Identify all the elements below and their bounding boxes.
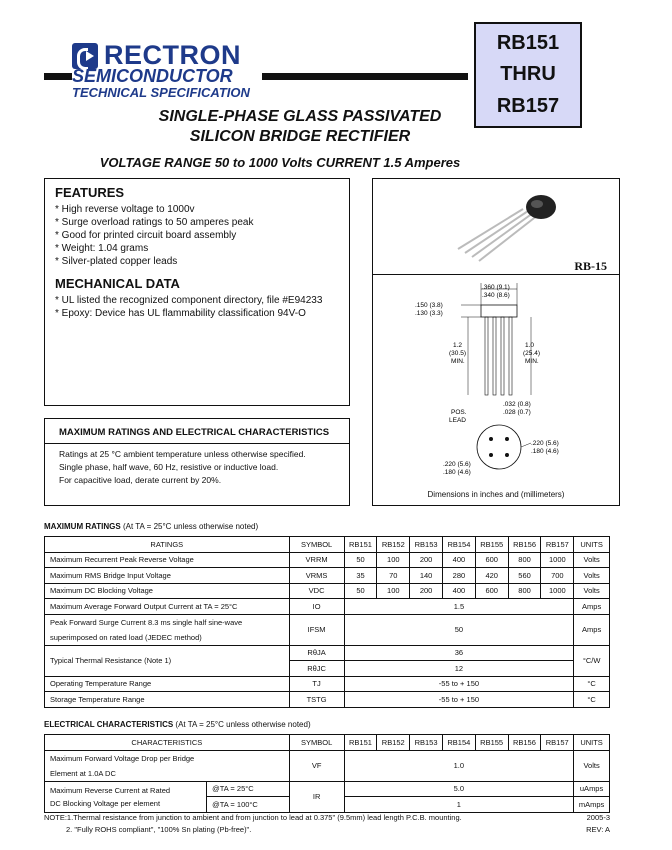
- row-label-line: superimposed on rated load (JEDEC method): [50, 632, 202, 642]
- row-value: 600: [475, 552, 508, 568]
- row-unit: Amps: [574, 614, 610, 645]
- row-value: 200: [410, 583, 443, 599]
- divider: [45, 443, 349, 444]
- row-symbol: TSTG: [289, 692, 344, 708]
- row-unit: °C/W: [574, 645, 610, 676]
- header-cell: RB152: [377, 537, 410, 553]
- elec-caption-rest: (At TA = 25°C unless otherwise noted): [173, 720, 311, 729]
- dim-top-width-2: .340 (8.6): [482, 292, 510, 299]
- row-value: 5.0: [344, 781, 574, 797]
- dim-lead-left-1: 1.2: [453, 342, 463, 349]
- part-thru: THRU: [500, 63, 556, 86]
- dim-body-h2: .130 (3.3): [415, 310, 443, 317]
- row-value: 420: [475, 568, 508, 584]
- row-value: 400: [443, 583, 476, 599]
- row-value: 35: [344, 568, 377, 584]
- table-row: [45, 750, 610, 781]
- max-ratings-caption: [44, 522, 258, 531]
- feature-item: * Weight: 1.04 grams: [55, 242, 339, 255]
- rectron-logo-icon: [72, 43, 98, 69]
- header-cell: RB153: [410, 537, 443, 553]
- row-value: 12: [344, 661, 574, 677]
- note-2: 2. "Fully ROHS compliant", "100% Sn plating (Pb-free)".: [66, 825, 252, 834]
- row-value: 400: [443, 552, 476, 568]
- table-row: [45, 614, 610, 645]
- dimension-note: Dimensions in inches and (millimeters): [427, 490, 565, 499]
- dim-lead-left-2: (30.5): [449, 350, 466, 357]
- row-label: Maximum Average Forward Output Current at TA = 25°C: [45, 599, 290, 615]
- voltage-range: VOLTAGE RANGE 50 to 1000 Volts CURRENT 1.5 Amperes: [99, 155, 461, 170]
- brand-semiconductor: SEMICONDUCTOR: [72, 66, 233, 86]
- max-ratings-table: [44, 536, 610, 708]
- header-cell: RB154: [443, 537, 476, 553]
- dim-pitch-1: .032 (0.8): [503, 401, 531, 408]
- table-row: [45, 781, 610, 797]
- row-label: [45, 750, 290, 781]
- ratings-info-line: For capacitive load, derate current by 20%.: [59, 475, 222, 485]
- row-value: 1.5: [344, 599, 574, 615]
- title-line-1: SINGLE-PHASE GLASS PASSIVATED: [158, 108, 442, 125]
- row-symbol: RθJA: [289, 645, 344, 661]
- row-symbol: VF: [289, 750, 344, 781]
- table-row: [45, 676, 610, 692]
- header-cell: RB157: [541, 735, 574, 751]
- row-symbol: VRMS: [289, 568, 344, 584]
- dim-dia-2b: .180 (4.6): [443, 469, 471, 476]
- package-name: RB-15: [574, 259, 607, 273]
- row-symbol: RθJC: [289, 661, 344, 677]
- row-unit: Amps: [574, 599, 610, 615]
- pos-lead-2: LEAD: [449, 417, 466, 424]
- row-label-line: Maximum Reverse Current at Rated: [50, 785, 171, 795]
- row-label: Typical Thermal Resistance (Note 1): [45, 645, 290, 676]
- feature-item: * Silver-plated copper leads: [55, 255, 339, 268]
- header-cell: UNITS: [574, 735, 610, 751]
- row-value: 600: [475, 583, 508, 599]
- ratings-info-box: [44, 418, 350, 506]
- features-list: [55, 203, 339, 268]
- row-unit: Volts: [574, 583, 610, 599]
- header-cell: RB157: [541, 537, 574, 553]
- table-row: [45, 583, 610, 599]
- dim-dia-1a: .220 (5.6): [531, 440, 559, 447]
- table-row: [45, 552, 610, 568]
- doc-date: 2005-3: [586, 813, 610, 822]
- table-header-row: [45, 537, 610, 553]
- row-value: 50: [344, 552, 377, 568]
- row-value: 50: [344, 583, 377, 599]
- header-cell: RB153: [410, 735, 443, 751]
- table-header-row: [45, 735, 610, 751]
- header-cell: RB156: [508, 537, 541, 553]
- elec-caption-bold: ELECTRICAL CHARACTERISTICS: [44, 720, 174, 729]
- dim-body-h1: .150 (3.8): [415, 302, 443, 309]
- dim-lead-right-3: MIN.: [525, 358, 539, 365]
- row-value: 36: [344, 645, 574, 661]
- dim-dia-2a: .220 (5.6): [443, 461, 471, 468]
- header-cell: RB152: [377, 735, 410, 751]
- dim-lead-right-2: (25.4): [523, 350, 540, 357]
- feature-item: * High reverse voltage to 1000v: [55, 203, 339, 216]
- row-value: 800: [508, 552, 541, 568]
- row-value: 70: [377, 568, 410, 584]
- row-label: [45, 781, 207, 812]
- feature-item: * Good for printed circuit board assembly: [55, 229, 339, 242]
- table-row: [45, 568, 610, 584]
- features-box: [44, 178, 350, 406]
- elec-caption: [44, 720, 311, 729]
- header-cell: UNITS: [574, 537, 610, 553]
- row-condition: @TA = 100°C: [207, 797, 290, 813]
- table-row: [45, 692, 610, 708]
- header-cell: RB155: [475, 735, 508, 751]
- max-ratings-caption-bold: MAXIMUM RATINGS: [44, 522, 121, 531]
- brand-name: RECTRON: [104, 40, 241, 70]
- row-value: 700: [541, 568, 574, 584]
- row-value: -55 to + 150: [344, 692, 574, 708]
- row-value: 800: [508, 583, 541, 599]
- row-label: Maximum Recurrent Peak Reverse Voltage: [45, 552, 290, 568]
- row-unit: mAmps: [574, 797, 610, 813]
- row-unit: °C: [574, 676, 610, 692]
- row-symbol: TJ: [289, 676, 344, 692]
- row-symbol: IFSM: [289, 614, 344, 645]
- row-condition: @TA = 25°C: [207, 781, 290, 797]
- header-bar-right: [262, 73, 468, 80]
- row-value: -55 to + 150: [344, 676, 574, 692]
- tech-spec-label: TECHNICAL SPECIFICATION: [72, 85, 250, 100]
- row-unit: Volts: [574, 750, 610, 781]
- ratings-info-line: Single phase, half wave, 60 Hz, resistive or inductive load.: [59, 462, 279, 472]
- ratings-info-line: Ratings at 25 °C ambient temperature unless otherwise specified.: [59, 449, 306, 459]
- mechanical-heading: MECHANICAL DATA: [55, 276, 180, 291]
- row-value: 280: [443, 568, 476, 584]
- part-first: RB151: [496, 32, 560, 55]
- row-symbol: IR: [289, 781, 344, 812]
- header-cell: RB154: [442, 735, 475, 751]
- header-cell: RB151: [344, 537, 377, 553]
- row-label: Maximum RMS Bridge Input Voltage: [45, 568, 290, 584]
- row-unit: Volts: [574, 552, 610, 568]
- row-value: 100: [377, 552, 410, 568]
- elec-table: [44, 734, 610, 813]
- row-label-line: Maximum Forward Voltage Drop per Bridge: [50, 753, 195, 763]
- row-unit: °C: [574, 692, 610, 708]
- dim-lead-left-3: MIN.: [451, 358, 465, 365]
- row-label-line: DC Blocking Voltage per element: [50, 798, 161, 808]
- row-unit: Volts: [574, 568, 610, 584]
- row-label-line: Peak Forward Surge Current 8.3 ms single half sine-wave: [50, 617, 243, 627]
- header-cell: RB155: [475, 537, 508, 553]
- row-value: 1000: [541, 552, 574, 568]
- row-unit: uAmps: [574, 781, 610, 797]
- row-value: 200: [410, 552, 443, 568]
- mechanical-item: * UL listed the recognized component directory, file #E94233: [55, 294, 339, 307]
- row-label: Maximum DC Blocking Voltage: [45, 583, 290, 599]
- dim-lead-right-1: 1.0: [525, 342, 535, 349]
- row-symbol: VRRM: [289, 552, 344, 568]
- table-row: [45, 645, 610, 661]
- dim-pitch-2: .028 (0.7): [503, 409, 531, 416]
- row-value: 1.0: [344, 750, 574, 781]
- title-line-2: SILICON BRIDGE RECTIFIER: [189, 128, 411, 145]
- ratings-info-heading: MAXIMUM RATINGS AND ELECTRICAL CHARACTERISTICS: [59, 427, 330, 438]
- header-cell: RATINGS: [45, 537, 290, 553]
- row-value: 1000: [541, 583, 574, 599]
- header-cell: SYMBOL: [289, 537, 344, 553]
- dim-dia-1b: .180 (4.6): [531, 448, 559, 455]
- package-drawing-box: [372, 178, 620, 506]
- row-value: 140: [410, 568, 443, 584]
- feature-item: * Surge overload ratings to 50 amperes peak: [55, 216, 339, 229]
- row-symbol: IO: [289, 599, 344, 615]
- header-cell: RB156: [508, 735, 541, 751]
- row-label: [45, 614, 290, 645]
- doc-revision: REV: A: [586, 825, 610, 834]
- header-cell: RB151: [344, 735, 377, 751]
- header-cell: SYMBOL: [289, 735, 344, 751]
- row-symbol: VDC: [289, 583, 344, 599]
- header-bar-left: [44, 73, 72, 80]
- row-label: Operating Temperature Range: [45, 676, 290, 692]
- mechanical-item: * Epoxy: Device has UL flammability classification 94V-O: [55, 307, 339, 320]
- row-value: 100: [377, 583, 410, 599]
- header-cell: CHARACTERISTICS: [45, 735, 290, 751]
- pos-lead-1: POS.: [451, 409, 467, 416]
- features-heading: FEATURES: [55, 185, 125, 200]
- part-last: RB157: [496, 94, 560, 117]
- dim-top-width: .360 (9.1): [482, 284, 510, 291]
- dimension-drawing: [373, 275, 621, 495]
- max-ratings-caption-rest: (At TA = 25°C unless otherwise noted): [120, 522, 259, 531]
- row-label-line: Element at 1.0A DC: [50, 768, 116, 778]
- row-label: Storage Temperature Range: [45, 692, 290, 708]
- row-value: 50: [344, 614, 574, 645]
- table-row: [45, 599, 610, 615]
- row-value: 1: [344, 797, 574, 813]
- note-1: NOTE:1.Thermal resistance from junction to ambient and from junction to lead at 0.375" (9.5mm) lead length P.C.B. mounting.: [44, 813, 462, 822]
- row-value: 560: [508, 568, 541, 584]
- mechanical-list: [55, 294, 339, 320]
